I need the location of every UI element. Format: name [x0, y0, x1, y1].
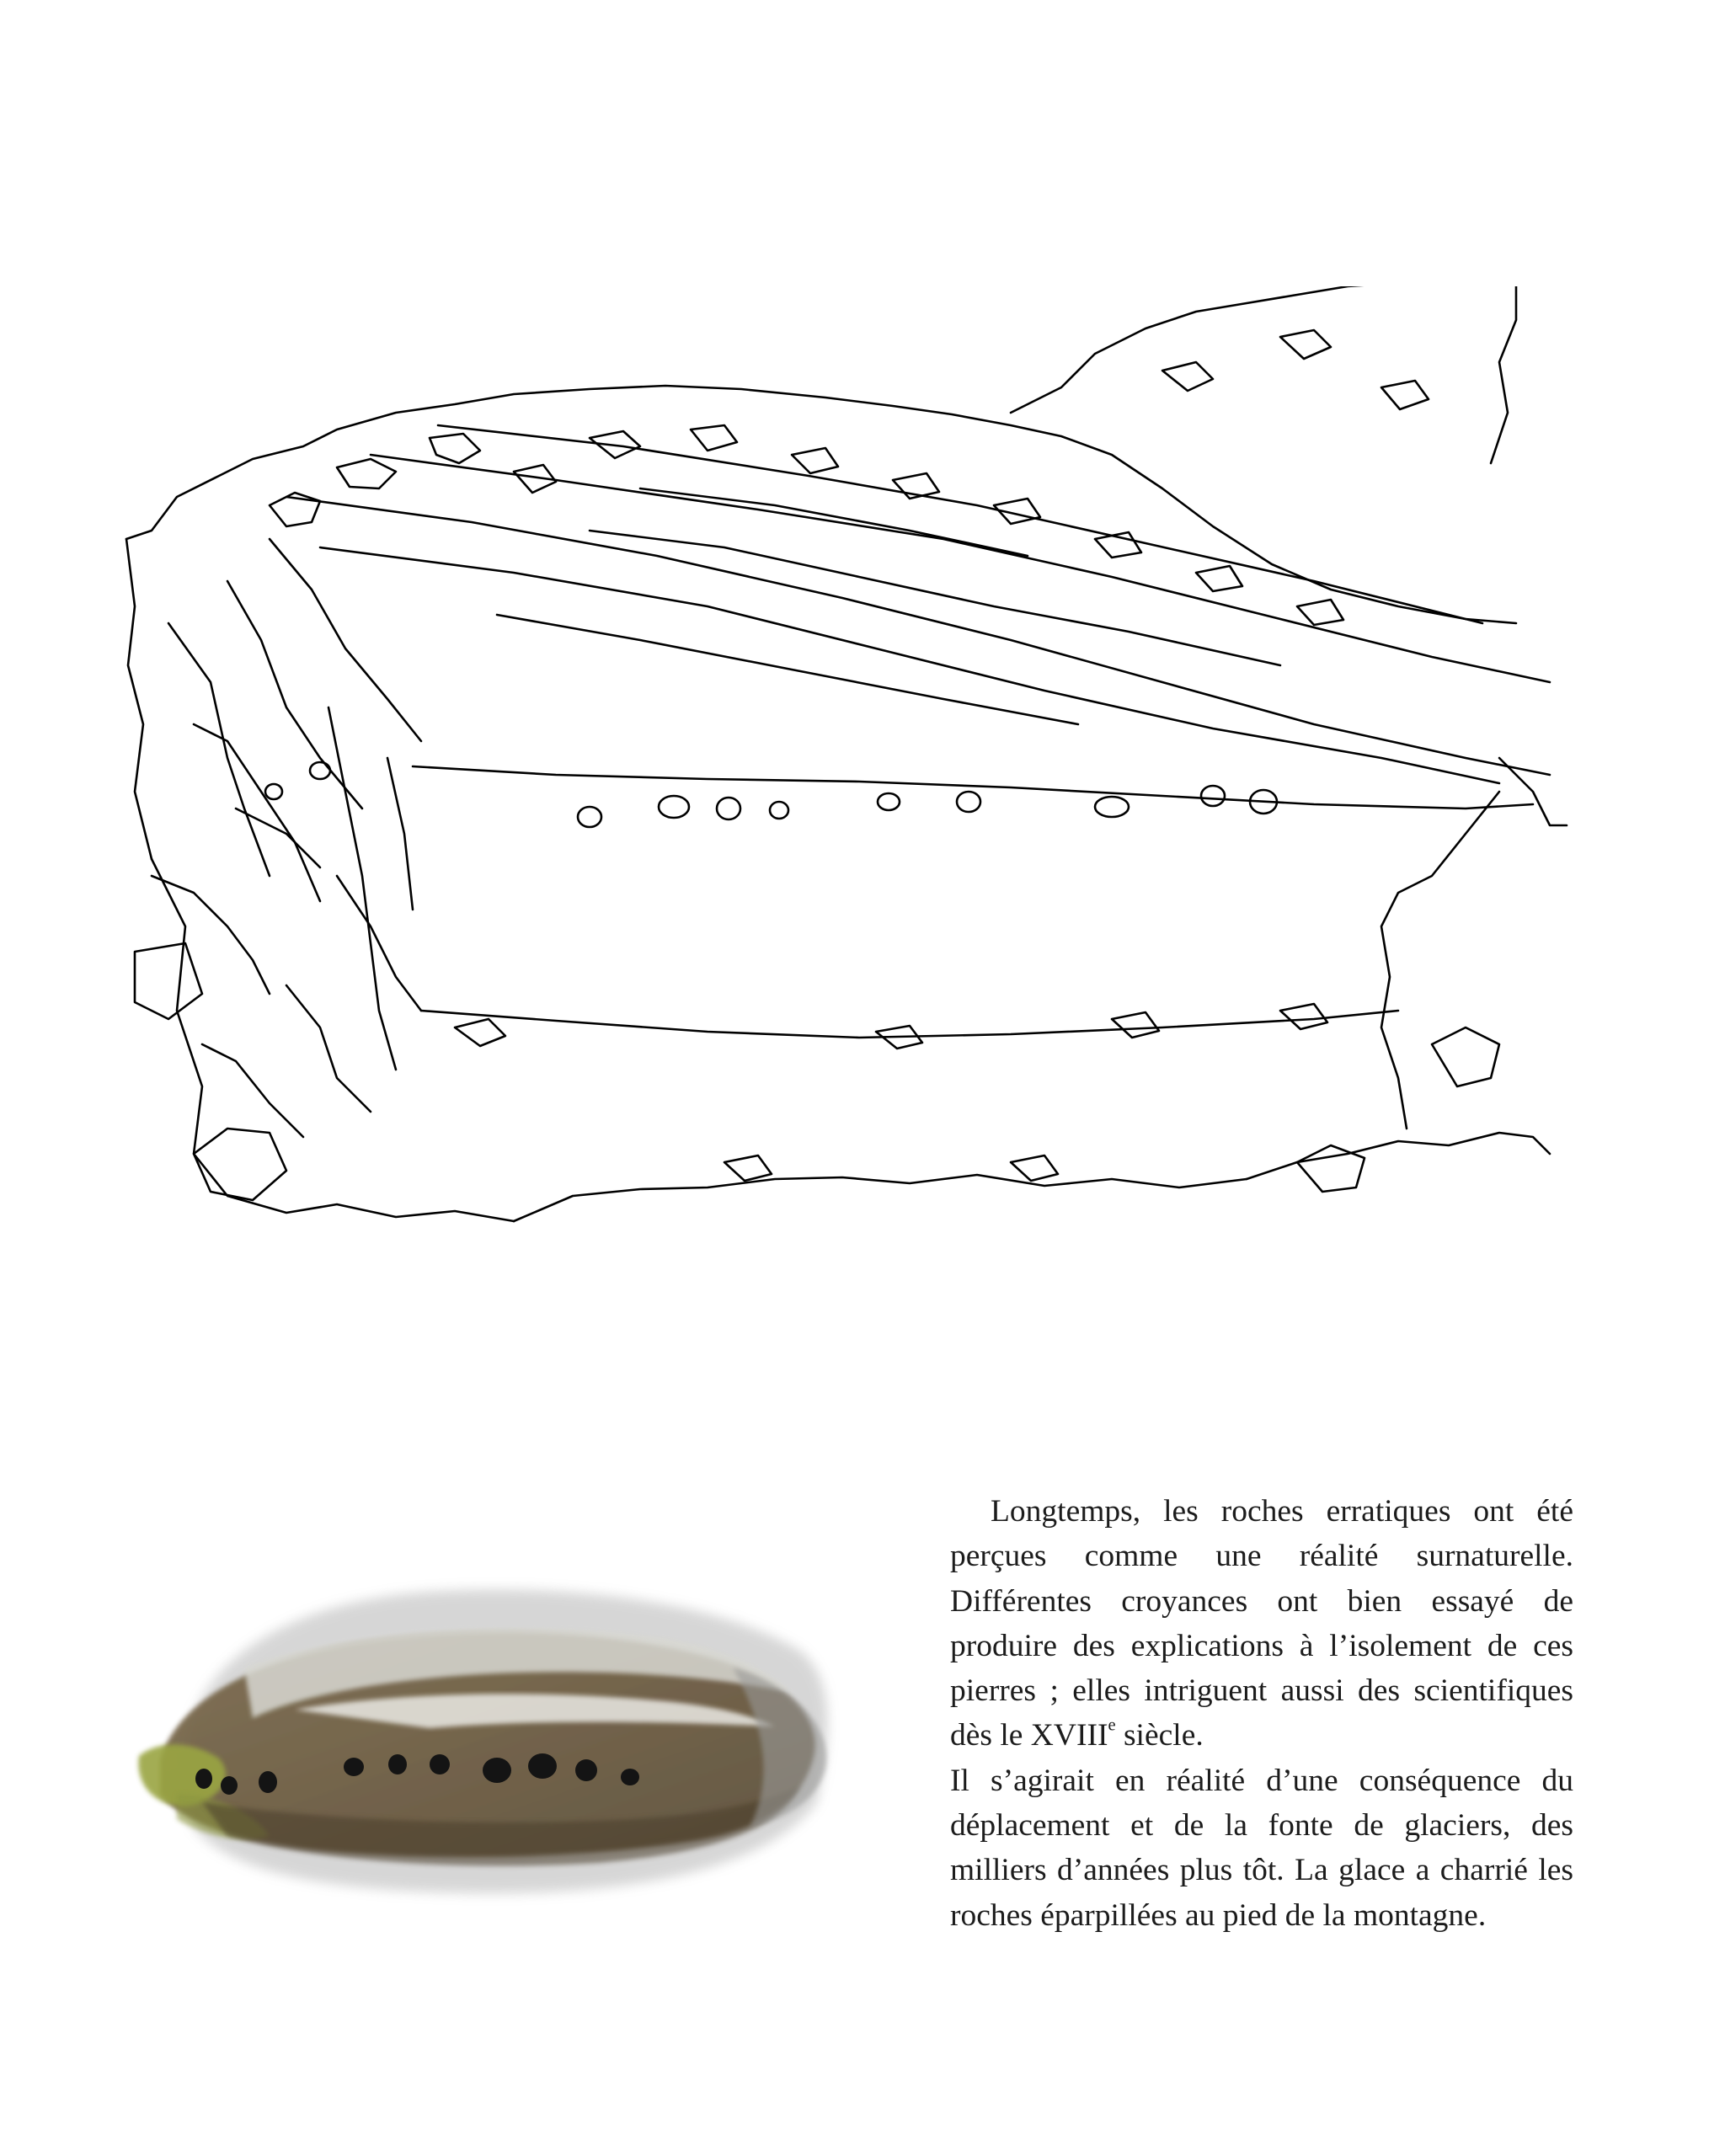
century-superscript: e: [1108, 1716, 1116, 1735]
paragraph-2: Il s’agirait en réalité d’une conséquence du déplacement et de la fonte de glaciers, des milliers d’années plus tôt. La glace a charrié les roches éparpillées au pied de la montagne.: [950, 1763, 1573, 1933]
watercolor-rock-illustration: [126, 1550, 851, 1912]
paragraph-1: [950, 1489, 1573, 1758]
rock-outline-illustration: [118, 286, 1617, 1246]
paragraph-1-main: Longtemps, les roches erratiques ont été perçues comme une réalité surnaturelle. Différentes croyances ont bien essayé de produire des explications à l’isolement de ces pierres ; elles intriguent aussi des scientifiques dès le XVIII: [950, 1494, 1573, 1753]
paragraph-1-end: siècle.: [1115, 1718, 1204, 1753]
body-text: [950, 1489, 1573, 1938]
